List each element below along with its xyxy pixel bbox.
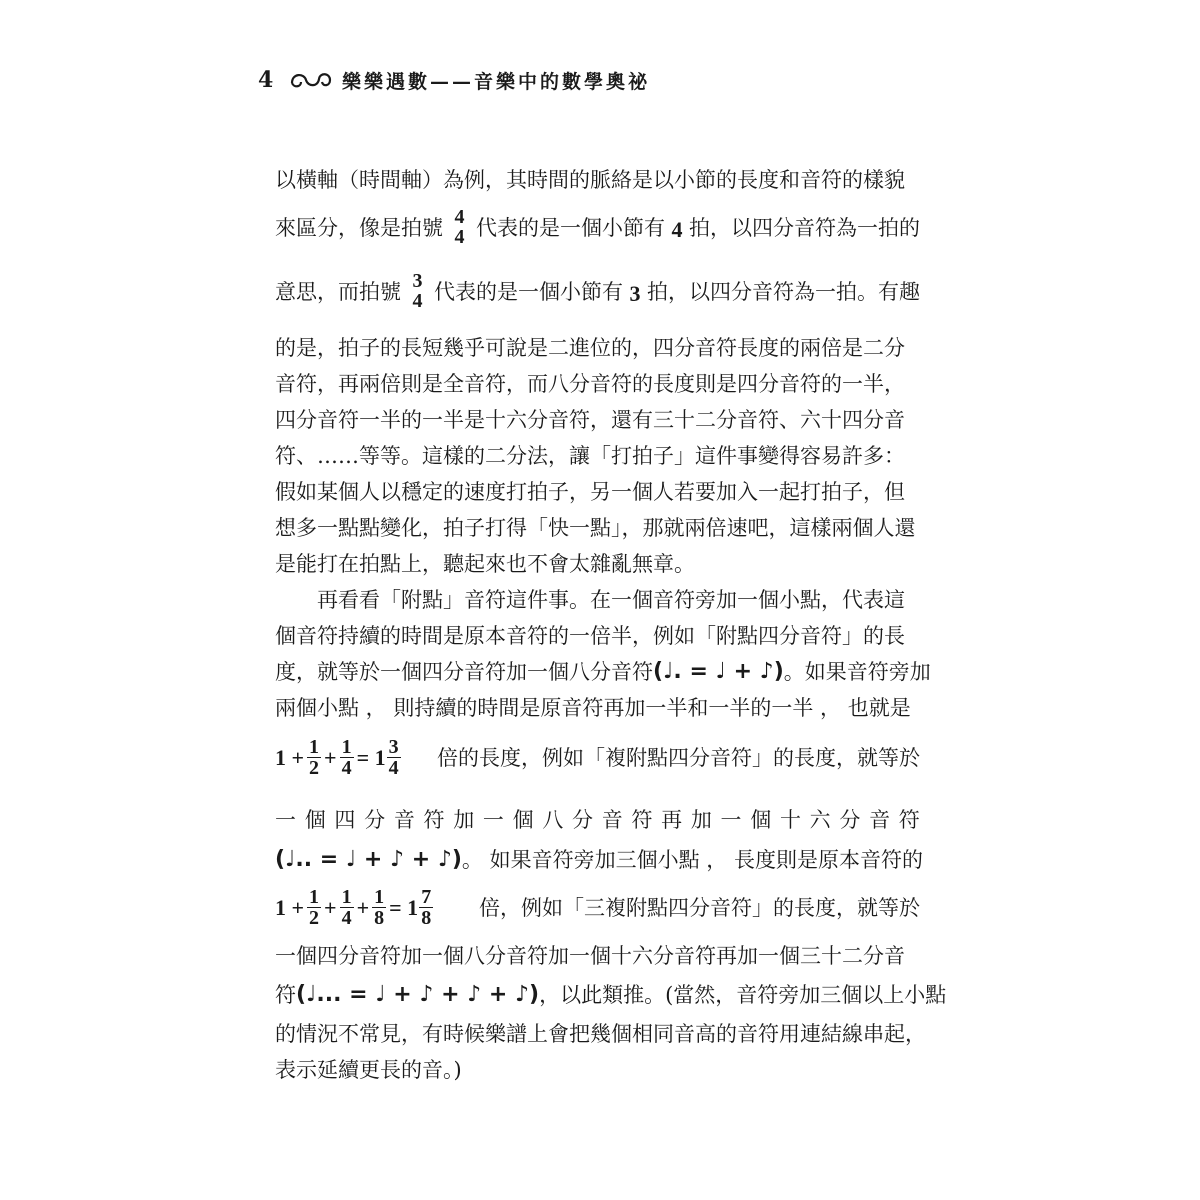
spaced-char: 再 xyxy=(661,808,683,832)
fraction xyxy=(419,887,433,928)
fraction-denominator: 4 xyxy=(388,757,399,779)
spaced-char: 一 xyxy=(482,808,504,832)
spaced-char: 音 xyxy=(869,808,891,832)
fraction-numerator: 7 xyxy=(421,886,432,908)
spaced-char: 音 xyxy=(601,808,623,832)
math-expression xyxy=(275,737,404,778)
fraction-denominator: 4 xyxy=(341,907,352,929)
fraction-denominator: 2 xyxy=(309,907,320,929)
spaced-char: 符 xyxy=(423,808,445,832)
text-line: 是能打在拍點上，聽起來也不會太雜亂無章。 xyxy=(275,552,695,576)
text-fragment: 倍的長度，例如「複附點四分音符」的長度，就等於 xyxy=(437,745,920,770)
text-line xyxy=(275,270,920,312)
text-line xyxy=(275,657,931,687)
fraction-denominator: 4 xyxy=(341,757,352,779)
spaced-char: 加 xyxy=(690,808,712,832)
spaced-char: 分 xyxy=(364,808,386,832)
page-number: 4 xyxy=(258,67,274,93)
spaced-char: 分 xyxy=(839,808,861,832)
page-header xyxy=(258,62,650,98)
text-line xyxy=(275,845,923,875)
fraction-numerator: 3 xyxy=(388,736,399,758)
fraction-denominator: 8 xyxy=(374,907,385,929)
fraction-numerator: 1 xyxy=(309,736,320,758)
fraction xyxy=(387,737,401,778)
text-fragment: 來區分，像是拍號 xyxy=(275,216,443,240)
fraction-numerator: 1 xyxy=(309,886,320,908)
text-fragment: 符 xyxy=(275,983,296,1007)
math-operator: = 1 xyxy=(389,894,419,920)
fraction xyxy=(340,737,354,778)
fraction xyxy=(372,887,386,928)
fraction xyxy=(307,887,321,928)
fraction-denominator: 8 xyxy=(421,907,432,929)
math-term: 1 + xyxy=(275,894,305,920)
fraction-denominator: 4 xyxy=(454,226,465,248)
spaced-char: 十 xyxy=(779,808,801,832)
fraction xyxy=(307,737,321,778)
fraction-numerator: 1 xyxy=(374,886,385,908)
time-signature xyxy=(453,207,467,247)
text-line: 再看看「附點」音符這件事。在一個音符旁加一個小點，代表這 xyxy=(317,588,905,612)
text-line: 的是，拍子的長短幾乎可說是二進位的，四分音符長度的兩倍是二分 xyxy=(275,336,905,360)
text-line: 假如某個人以穩定的速度打拍子，另一個人若要加入一起打拍子，但 xyxy=(275,480,905,504)
fraction-denominator: 2 xyxy=(309,757,320,779)
spaced-char: 加 xyxy=(453,808,475,832)
running-title: 樂樂遇數——音樂中的數學奧祕 xyxy=(342,70,651,93)
fraction-numerator: 4 xyxy=(454,206,465,228)
spaced-char: 分 xyxy=(572,808,594,832)
text-line-spaced xyxy=(275,805,920,835)
text-line: 音符，再兩倍則是全音符，而八分音符的長度則是四分音符的一半， xyxy=(275,372,905,396)
spaced-char: 音 xyxy=(393,808,415,832)
spaced-char: 六 xyxy=(809,808,831,832)
beat-count: 4 xyxy=(671,217,683,242)
math-operator: + xyxy=(356,894,370,920)
fraction-denominator: 4 xyxy=(412,290,423,312)
spaced-char: 符 xyxy=(631,808,653,832)
text-fragment: 代表的是一個小節有 xyxy=(434,280,623,304)
text-line: 以橫軸（時間軸）為例，其時間的脈絡是以小節的長度和音符的樣貌 xyxy=(275,168,905,192)
math-operator: + xyxy=(324,894,337,920)
fraction xyxy=(340,887,354,928)
text-line: 表示延續更長的音。) xyxy=(275,1058,462,1082)
text-line xyxy=(275,887,920,928)
spaced-char: 個 xyxy=(304,808,326,832)
text-line xyxy=(275,980,947,1010)
text-fragment: 倍，例如「三複附點四分音符」的長度，就等於 xyxy=(479,895,920,920)
text-line: 一個四分音符加一個八分音符加一個十六分音符再加一個三十二分音 xyxy=(275,944,905,968)
text-line: 四分音符一半的一半是十六分音符，還有三十二分音符、六十四分音 xyxy=(275,408,905,432)
note-equation: (♩... = ♩ + ♪ + ♪ + ♪) xyxy=(296,982,540,1007)
fraction-numerator: 1 xyxy=(341,736,352,758)
fraction-numerator: 1 xyxy=(341,886,352,908)
text-fragment: 。如果音符旁加 xyxy=(783,660,931,684)
text-line: 想多一點點變化，拍子打得「快一點」，那就兩倍速吧，這樣兩個人還 xyxy=(275,516,916,540)
spaced-char: 一 xyxy=(720,808,742,832)
spaced-char: 八 xyxy=(542,808,564,832)
text-line: 個音符持續的時間是原本音符的一倍半，例如「附點四分音符」的長 xyxy=(275,624,905,648)
spaced-char: 一 xyxy=(275,808,296,832)
text-fragment: ，以此類推。(當然，音符旁加三個以上小點 xyxy=(539,983,947,1007)
text-fragment: 。 如果音符旁加三個小點 ， 長度則是原本音符的 xyxy=(461,848,923,872)
spaced-char: 個 xyxy=(512,808,534,832)
note-equation: (♩. = ♩ + ♪) xyxy=(653,659,784,684)
spaced-char: 四 xyxy=(334,808,356,832)
text-line: 符、……等等。這樣的二分法，讓「打拍子」這件事變得容易許多： xyxy=(275,444,905,468)
text-line: 的情況不常見，有時候樂譜上會把幾個相同音高的音符用連結線串起， xyxy=(275,1022,926,1046)
time-signature xyxy=(411,271,425,311)
math-expression xyxy=(275,887,436,928)
math-term: 1 + xyxy=(275,744,305,770)
text-line xyxy=(275,206,920,248)
text-fragment: 拍，以四分音符為一拍。有趣 xyxy=(647,280,920,304)
text-fragment: 意思，而拍號 xyxy=(275,280,401,304)
math-operator: + xyxy=(324,744,337,770)
math-operator: = 1 xyxy=(356,744,386,770)
text-line: 兩個小點 ， 則持續的時間是原音符再加一半和一半的一半 ， 也就是 xyxy=(275,696,911,720)
text-fragment: 度，就等於一個四分音符加一個八分音符 xyxy=(275,660,653,684)
beat-count: 3 xyxy=(629,281,641,306)
text-fragment: 拍，以四分音符為一拍的 xyxy=(689,216,920,240)
text-line xyxy=(275,737,920,778)
fraction-numerator: 3 xyxy=(412,270,423,292)
spaced-char: 個 xyxy=(750,808,772,832)
text-fragment: 代表的是一個小節有 xyxy=(476,216,665,240)
swirl-ornament-icon xyxy=(288,69,334,91)
note-equation: (♩.. = ♩ + ♪ + ♪) xyxy=(275,847,462,872)
spaced-char: 符 xyxy=(898,808,920,832)
